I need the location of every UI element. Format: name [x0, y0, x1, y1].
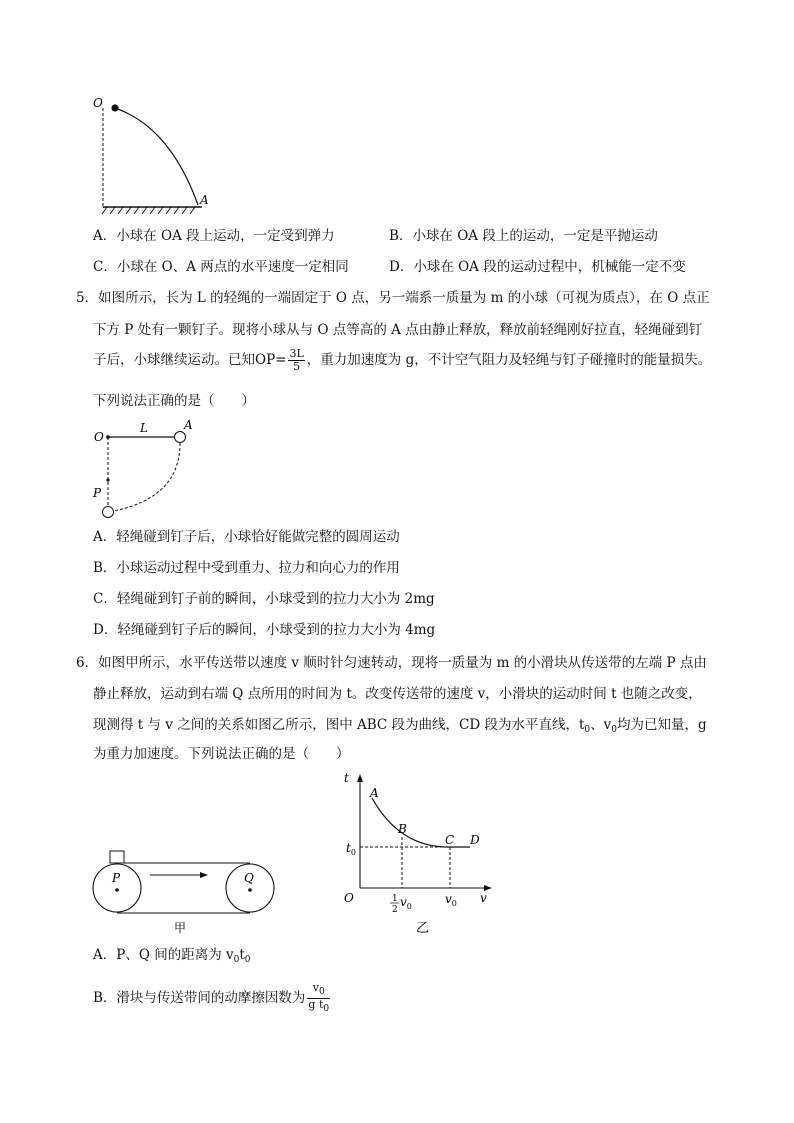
- q6-option-a-text: A．P、Q 间的距离为 v: [93, 947, 234, 963]
- q4-option-a: A．小球在 OA 段上运动，一定受到弹力: [93, 228, 335, 244]
- q5-label-a: A: [184, 418, 193, 432]
- q4-option-d: D．小球在 OA 段的运动过程中，机械能一定不变: [389, 259, 686, 275]
- q6-figure-yi: [340, 770, 500, 940]
- q6-option-b-den-main: g t: [308, 998, 324, 1011]
- q5-label-o: O: [94, 430, 104, 444]
- q5-stem-line-1: 5．如图所示，长为 L 的轻绳的一端固定于 O 点，另一端系一质量为 m 的小球（可视为质点），在 O 点正: [76, 290, 710, 306]
- q6-option-b: [93, 982, 332, 1015]
- q6-label-t0-main: t: [346, 841, 351, 855]
- q5-op-fraction-num: 3L: [289, 347, 304, 360]
- q6-option-a-t: t: [239, 947, 245, 963]
- q6-label-c: C: [445, 833, 455, 847]
- q5-option-c: C．轻绳碰到钉子前的瞬间，小球受到的拉力大小为 2mg: [93, 591, 435, 607]
- q4-ground-hatching: [102, 207, 195, 214]
- q5-figure: [88, 418, 198, 523]
- q6-label-v0-sub: 0: [451, 899, 457, 908]
- q6-label-t: t: [344, 771, 349, 785]
- q6-option-b-text: B．滑块与传送带间的动摩擦因数为: [93, 990, 306, 1006]
- q6-option-b-fraction-num: [307, 982, 330, 999]
- q5-swing-path: [113, 443, 180, 511]
- q6-label-half-v0-sub: 0: [406, 902, 412, 911]
- q6-stem-line-3-mid: 、v: [590, 717, 612, 733]
- q6-label-half-v0: [400, 895, 412, 911]
- q6-label-p: P: [112, 871, 121, 885]
- q6-stem-line-3-pre: 现测得 t 与 v 之间的关系如图乙所示，图中 ABC 段为曲线，CD 段为水平直线，t: [93, 717, 585, 733]
- q6-option-a-sub1: 0: [244, 955, 251, 965]
- q5-label-l: L: [140, 421, 148, 435]
- q5-stem-line-3-pre: 子后，小球继续运动。已知OP=: [93, 352, 287, 368]
- q5-stem-line-4: 下列说法正确的是（ ）: [93, 393, 255, 409]
- q5-ball-bottom: [103, 507, 114, 518]
- q6-label-v0-main: v: [445, 892, 452, 906]
- q6-option-b-fraction-den: [307, 999, 330, 1015]
- q4-option-b: B．小球在 OA 段上的运动，一定是平抛运动: [389, 228, 658, 244]
- q6-caption-jia: 甲: [174, 921, 187, 935]
- q5-op-fraction-den: 5: [293, 360, 301, 373]
- q6-option-a: [93, 945, 251, 970]
- q5-stem-line-3: [93, 348, 711, 373]
- q4-trajectory-curve: [115, 108, 198, 205]
- q4-option-c: C．小球在 O、A 两点的水平速度一定相同: [93, 259, 349, 275]
- q4-label-o: O: [93, 96, 103, 110]
- q6-axle-right: [248, 888, 252, 892]
- q6-direction-arrow-head: [200, 872, 208, 878]
- q6-label-d: D: [470, 833, 480, 847]
- q6-stem-line-3-sub1: 0: [611, 725, 618, 735]
- q6-label-half-den: 2: [392, 905, 398, 915]
- q6-label-half-num: 1: [392, 894, 398, 904]
- q6-option-b-num-sub: 0: [319, 987, 325, 997]
- q6-axle-left: [115, 888, 119, 892]
- q5-stem-line-3-post: ，重力加速度为 g，不计空气阻力及轻绳与钉子碰撞时的能量损失。: [306, 352, 712, 368]
- q6-stem-line-4: 为重力加速度。下列说法正确的是（ ）: [93, 746, 350, 762]
- q6-curve-abc: [372, 798, 450, 847]
- q6-stem-line-3: [93, 715, 707, 740]
- q6-slider-block: [110, 851, 124, 863]
- q5-option-b: B．小球运动过程中受到重力、拉力和向心力的作用: [93, 560, 400, 576]
- q6-option-b-fraction: [307, 982, 330, 1015]
- q6-axis-t-arrow: [357, 774, 363, 782]
- q6-label-t0-sub: 0: [350, 848, 356, 857]
- q6-stem-line-3-post: 均为已知量，g: [617, 717, 707, 733]
- q6-label-v: v: [480, 891, 487, 905]
- q6-figure-jia: [90, 845, 280, 940]
- q5-option-a: A．轻绳碰到钉子后，小球恰好能做完整的圆周运动: [93, 529, 400, 545]
- q6-label-b: B: [398, 822, 407, 836]
- q6-stem-line-1: 6．如图甲所示，水平传送带以速度 v 顺时针匀速转动，现将一质量为 m 的小滑块从传送带的左端 P 点由: [76, 655, 707, 671]
- q6-label-half-v0-main: v: [400, 895, 407, 909]
- q6-label-origin: O: [344, 891, 354, 905]
- q5-option-d: D．轻绳碰到钉子后的瞬间，小球受到的拉力大小为 4mg: [93, 622, 436, 638]
- q6-label-t0: [346, 841, 356, 857]
- q6-caption-yi: 乙: [416, 921, 430, 936]
- q4-label-a: A: [200, 193, 209, 207]
- q6-label-v0: [445, 892, 457, 908]
- q6-option-b-num-main: v: [312, 981, 320, 994]
- q5-label-p: P: [93, 486, 102, 500]
- q5-stem-line-2: 下方 P 处有一颗钉子。现将小球从与 O 点等高的 A 点由静止释放，释放前轻绳刚好拉直，轻绳碰到钉: [93, 322, 703, 338]
- q5-op-fraction: [288, 348, 304, 373]
- q4-figure: [90, 92, 230, 217]
- q6-label-q: Q: [244, 871, 254, 885]
- q6-label-a: A: [370, 786, 379, 800]
- q5-ball-at-a: [175, 432, 186, 443]
- q5-nail-p: [106, 478, 109, 481]
- q6-option-a-sub0: 0: [233, 955, 240, 965]
- q6-stem-line-2: 静止释放，运动到右端 Q 点所用的时间为 t。改变传送带的速度 v，小滑块的运动时间 t 也随之改变，: [93, 686, 702, 702]
- q6-stem-line-3-sub0: 0: [584, 725, 591, 735]
- q6-option-b-den-sub: 0: [323, 1004, 330, 1014]
- q4-ball: [111, 104, 118, 111]
